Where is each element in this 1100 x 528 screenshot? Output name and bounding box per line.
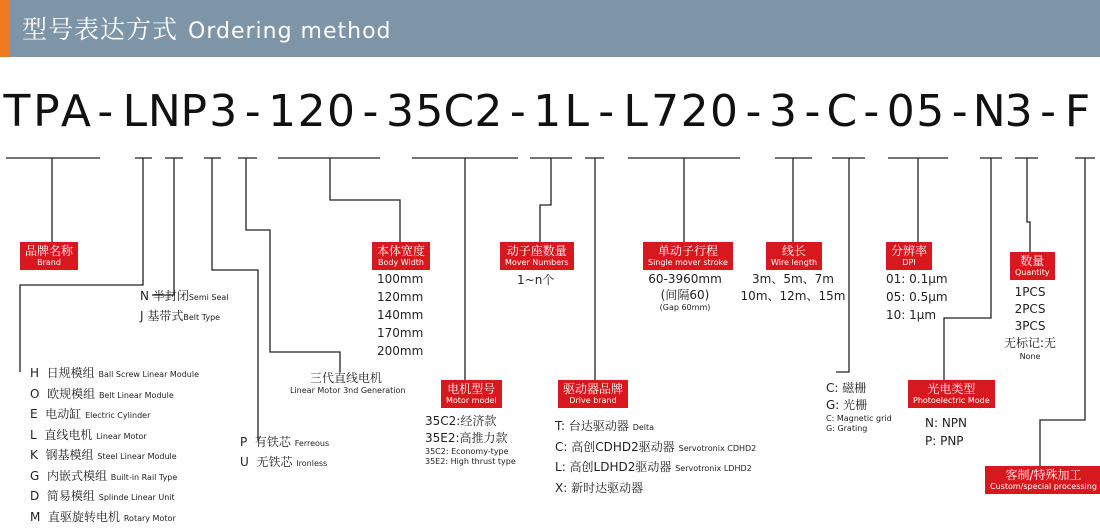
label-en: DPI [891, 258, 927, 268]
list-item: 2PCS [992, 301, 1068, 318]
list-item [140, 307, 229, 327]
code: M [30, 510, 40, 524]
code-char: 2 [677, 82, 713, 142]
code-char: 7 [647, 82, 683, 142]
generation-cn: 三代直线电机 [290, 371, 405, 386]
label-stroke [643, 242, 733, 270]
list-item: 140mm [377, 306, 423, 324]
code: G [30, 469, 39, 483]
code: C [555, 440, 563, 454]
label-en: Quantity [1015, 268, 1050, 278]
code: L [30, 428, 37, 442]
quantity-list [992, 284, 1068, 362]
label-en: Body Width [377, 258, 425, 268]
connector [152, 158, 174, 295]
code-char: 1 [529, 82, 565, 142]
label-en: Brand [25, 258, 73, 268]
code-char: 0 [323, 82, 359, 142]
mover-range: 1~n个 [517, 271, 554, 289]
code-char: - [353, 82, 389, 142]
list-item: 3PCS [992, 318, 1068, 335]
module-type-list [30, 364, 199, 528]
code-char: A [58, 82, 94, 142]
code-char: 3 [1001, 82, 1037, 142]
en: Servotronix LDHD2 [675, 464, 752, 473]
code-char: 2 [470, 82, 506, 142]
label-en: Custom/special processing [990, 482, 1097, 492]
label-cn: 光电类型 [913, 382, 990, 396]
label-en: Photoelectric Mode [913, 396, 990, 406]
code-char: - [1030, 82, 1066, 142]
list-item-en: C: Magnetic grid [826, 414, 892, 424]
en: Steel Linear Module [97, 452, 176, 461]
motor-model-list [425, 413, 516, 467]
code-char: 5 [411, 82, 447, 142]
list-item [30, 426, 199, 447]
grating-list [826, 380, 892, 434]
list-item [30, 446, 199, 467]
code-char: N [971, 82, 1007, 142]
cn: 直线电机 [44, 428, 92, 442]
code-char: 3 [382, 82, 418, 142]
label-brand [20, 242, 78, 270]
code-char: C [441, 82, 477, 142]
stroke-info [644, 271, 726, 313]
code-char: C [824, 82, 860, 142]
label-cn: 驱动器品牌 [563, 382, 623, 396]
code-char: N [146, 82, 182, 142]
list-item [30, 405, 199, 426]
list-item: 170mm [377, 324, 423, 342]
connector [540, 158, 551, 242]
code-char: 0 [883, 82, 919, 142]
stroke-range: 60-3960mm [644, 271, 726, 287]
code-char: - [500, 82, 536, 142]
code-char: P [28, 82, 64, 142]
list-item: 无标记:无 [992, 335, 1068, 352]
code-char: - [588, 82, 624, 142]
en: Ball Screw Linear Module [99, 370, 199, 379]
label-cn: 线长 [771, 244, 817, 258]
list-item [240, 433, 329, 453]
cn: 欧规模组 [47, 387, 95, 401]
iron-list [240, 433, 329, 473]
code: D [30, 489, 39, 503]
title-en: Ordering method [188, 19, 392, 44]
list-item: 200mm [377, 342, 423, 360]
list-item-en: 35E2: High thrust type [425, 457, 516, 467]
code: T [555, 419, 561, 433]
en: Belt Linear Module [99, 391, 174, 400]
generation-en: Linear Motor 3nd Generation [290, 386, 405, 396]
code-char: L [559, 82, 595, 142]
list-item-en: 35C2: Economy-type [425, 447, 516, 457]
dpi-list [886, 270, 948, 324]
en: Splinde Linear Unit [99, 493, 175, 502]
cn: 半封闭 [153, 289, 189, 303]
code: H [30, 366, 39, 380]
cn: 基带式 [147, 309, 183, 323]
en: Semi Seal [189, 293, 229, 302]
en: Linear Motor [96, 432, 147, 441]
label-cn: 客制/特殊加工 [990, 468, 1097, 482]
code-char: F [1060, 82, 1096, 142]
list-item: X: 新时达驱动器 [555, 479, 756, 498]
code-char: - [235, 82, 271, 142]
code-char: 3 [765, 82, 801, 142]
en: Servotronix CDHD2 [679, 444, 757, 453]
en: Ferreous [295, 439, 329, 448]
code: E [30, 407, 38, 421]
code-char: L [618, 82, 654, 142]
code: J [140, 309, 144, 323]
label-cn: 本体宽度 [377, 244, 425, 258]
cn: 高创CDHD2驱动器 [571, 440, 675, 454]
list-item: N: NPN [925, 414, 967, 432]
list-item-en: G: Grating [826, 424, 892, 434]
cn: 日规模组 [47, 366, 95, 380]
code-char: - [794, 82, 830, 142]
label-cn: 电机型号 [446, 382, 497, 396]
label-cn: 品牌名称 [25, 244, 73, 258]
code: O [30, 387, 39, 401]
list-item: T: 台达驱动器 Delta [555, 417, 756, 438]
cn: 无铁芯 [256, 455, 292, 469]
code-char: - [942, 82, 978, 142]
list-item: L: 高创LDHD2驱动器 Servotronix LDHD2 [555, 458, 756, 479]
label-body-width [372, 242, 430, 270]
cn: 新时达驱动器 [571, 481, 643, 495]
list-item: 10: 1μm [886, 306, 948, 324]
label-cn: 数量 [1015, 254, 1050, 268]
title-cn: 型号表达方式 [22, 15, 178, 44]
photo-list [925, 414, 967, 450]
label-en: Wire length [771, 258, 817, 268]
list-item [240, 453, 329, 473]
code-char: - [735, 82, 771, 142]
quantity-none-en: None [992, 352, 1068, 362]
list-item [30, 508, 199, 528]
connector [836, 158, 849, 372]
code: K [30, 448, 38, 462]
list-item: C: 磁栅 [826, 380, 892, 397]
list-item: 01: 0.1μm [886, 270, 948, 288]
label-photoelectric [908, 380, 995, 408]
label-en: Single mover stroke [648, 258, 728, 268]
code-char: - [87, 82, 123, 142]
list-item [30, 467, 199, 488]
list-item: P: PNP [925, 432, 967, 450]
generation [290, 371, 405, 396]
code-char: P [176, 82, 212, 142]
list-item [30, 364, 199, 385]
en: Belt Type [183, 313, 220, 322]
cn: 简易模组 [47, 489, 95, 503]
code: N [140, 289, 149, 303]
code-char: T [0, 82, 35, 142]
en: Delta [633, 423, 654, 432]
en: Built-in Rail Type [111, 473, 178, 482]
seal-list [140, 287, 229, 327]
label-drive-brand [558, 380, 628, 408]
connector [330, 158, 400, 242]
list-item [30, 385, 199, 406]
label-cn: 单动子行程 [648, 244, 728, 258]
list-item [30, 487, 199, 508]
cn: 高创LDHD2驱动器 [570, 460, 672, 474]
code: U [240, 455, 249, 469]
label-en: Mover Numbers [505, 258, 569, 268]
label-mover-numbers [500, 242, 574, 270]
code: P [240, 435, 247, 449]
en: Ironless [296, 459, 327, 468]
list-item: 1PCS [992, 284, 1068, 301]
cn: 有铁芯 [255, 435, 291, 449]
connector [944, 158, 991, 380]
drive-list [555, 417, 756, 497]
code: L [555, 460, 562, 474]
code-char: 0 [706, 82, 742, 142]
list-item: G: 光栅 [826, 397, 892, 414]
en: Rotary Motor [124, 514, 176, 523]
label-en: Motor model [446, 396, 497, 406]
stroke-gap-en: (Gap 60mm) [644, 303, 726, 313]
list-item [140, 287, 229, 307]
wire-line: 10m、12m、15m [740, 288, 846, 305]
cn: 直驱旋转电机 [48, 510, 120, 524]
list-item: 35E2:高推力款 [425, 430, 516, 447]
label-wire-length [766, 242, 822, 270]
list-item: C: 高创CDHD2驱动器 Servotronix CDHD2 [555, 438, 756, 459]
label-cn: 分辨率 [891, 244, 927, 258]
connector [1027, 158, 1030, 252]
cn: 内嵌式模组 [47, 469, 107, 483]
code-char: 1 [264, 82, 300, 142]
label-custom [985, 466, 1100, 494]
code-char: 2 [294, 82, 330, 142]
label-en: Drive brand [563, 396, 623, 406]
code: X [555, 481, 563, 495]
stroke-gap: (间隔60) [644, 287, 726, 303]
cn: 电动缸 [45, 407, 81, 421]
list-item: 05: 0.5μm [886, 288, 948, 306]
list-item: 120mm [377, 288, 423, 306]
label-dpi [886, 242, 932, 270]
connector [246, 158, 340, 372]
cn: 钢基模组 [46, 448, 94, 462]
code-char: 5 [912, 82, 948, 142]
wire-line: 3m、5m、7m [740, 271, 846, 288]
code-char: L [117, 82, 153, 142]
code-char: - [853, 82, 889, 142]
list-item: 100mm [377, 270, 423, 288]
wire-lengths [740, 271, 846, 305]
en: Electric Cylinder [85, 411, 150, 420]
label-quantity [1010, 252, 1055, 280]
label-cn: 动子座数量 [505, 244, 569, 258]
list-item: 35C2:经济款 [425, 413, 516, 430]
body-width-list [377, 270, 423, 360]
label-motor-model [441, 380, 502, 408]
code-char: 3 [205, 82, 241, 142]
cn: 台达驱动器 [569, 419, 629, 433]
